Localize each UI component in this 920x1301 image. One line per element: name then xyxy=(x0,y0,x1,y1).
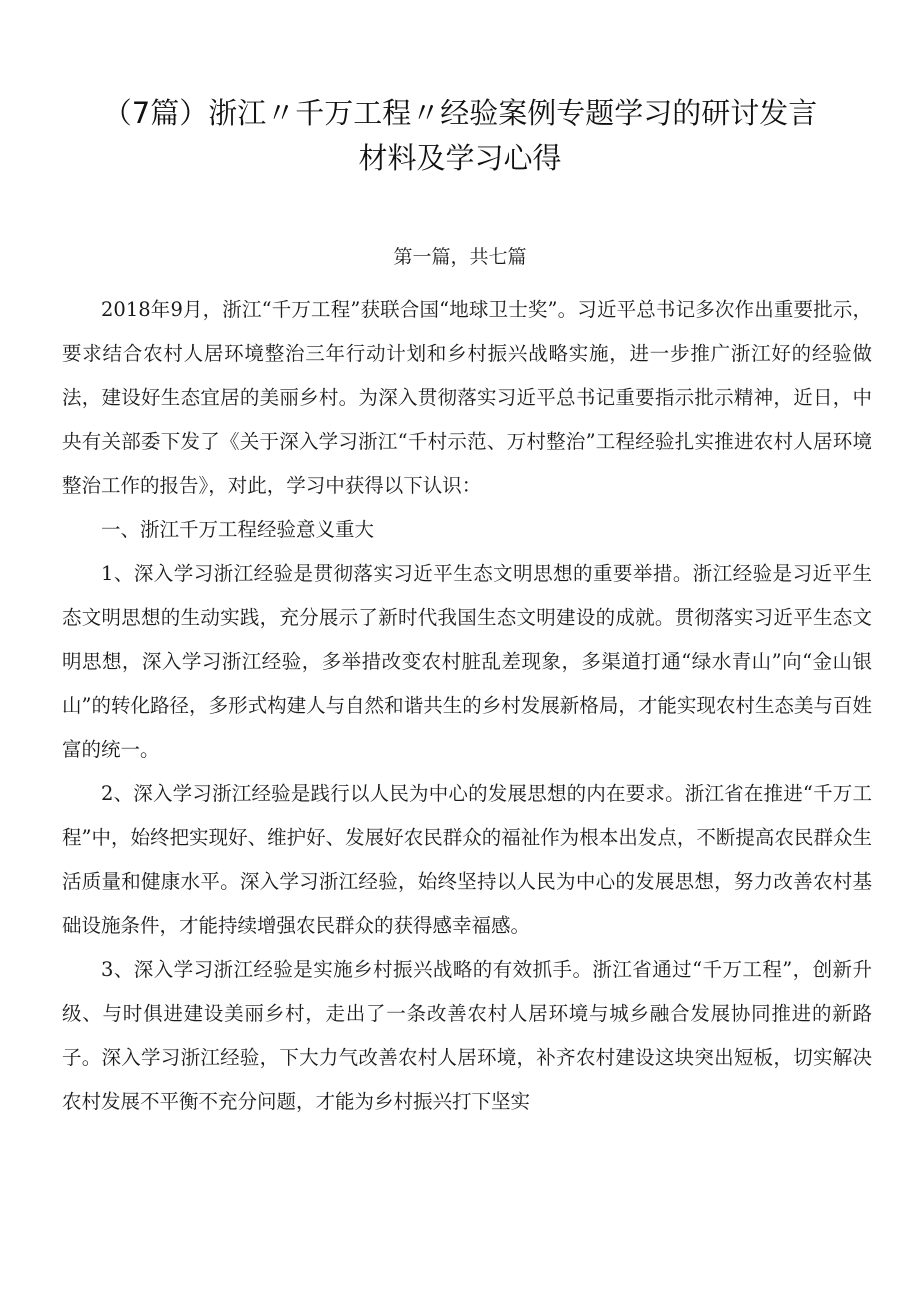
document-body xyxy=(62,288,872,1124)
paragraph-point-3: 3、深入学习浙江经验是实施乡村振兴战略的有效抓手。浙江省通过“千万工程”，创新升级、与时俱进建设美丽乡村，走出了一条改善农村人居环境与城乡融合发展协同推进的新路子。深入学习浙江经验，下大力气改善农村人居环境，补齐农村建设这块突出短板，切实解决农村发展不平衡不充分问题，才能为乡村振兴打下坚实 xyxy=(62,958,872,1113)
section-heading: 第一篇，共七篇 xyxy=(393,246,527,268)
document-title-line-1: （7篇）浙江〃千万工程〃经验案例专题学习的研讨发言 xyxy=(102,96,818,130)
paragraph-point-2: 2、深入学习浙江经验是践行以人民为中心的发展思想的内在要求。浙江省在推进“千万工程”中，始终把实现好、维护好、发展好农民群众的福祉作为根本出发点，不断提高农民群众生活质量和健康水平。深入学习浙江经验，始终坚持以人民为中心的发展思想，努力改善农村基础设施条件，才能持续增强农民群众的获得感幸福感。 xyxy=(62,782,872,937)
document-title-line-2: 材料及学习心得 xyxy=(358,141,562,175)
paragraph-intro: 2018年9月，浙江“千万工程”获联合国“地球卫士奖”。习近平总书记多次作出重要批示，要求结合农村人居环境整治三年行动计划和乡村振兴战略实施，进一步推广浙江好的经验做法，建设好生态宜居的美丽乡村。为深入贯彻落实习近平总书记重要指示批示精神，近日，中央有关部委下发了《关于深入学习浙江“千村示范、万村整治”工程经验扎实推进农村人居环境整治工作的报告》，对此，学习中获得以下认识： xyxy=(62,298,872,497)
paragraph-point-1: 1、深入学习浙江经验是贯彻落实习近平生态文明思想的重要举措。浙江经验是习近平生态文明思想的生动实践，充分展示了新时代我国生态文明建设的成就。贯彻落实习近平生态文明思想，深入学习浙江经验，多举措改变农村脏乱差现象，多渠道打通“绿水青山”向“金山银山”的转化路径，多形式构建人与自然和谐共生的乡村发展新格局，才能实现农村生态美与百姓富的统一。 xyxy=(62,562,872,761)
paragraph-heading-1: 一、浙江千万工程经验意义重大 xyxy=(101,518,375,541)
